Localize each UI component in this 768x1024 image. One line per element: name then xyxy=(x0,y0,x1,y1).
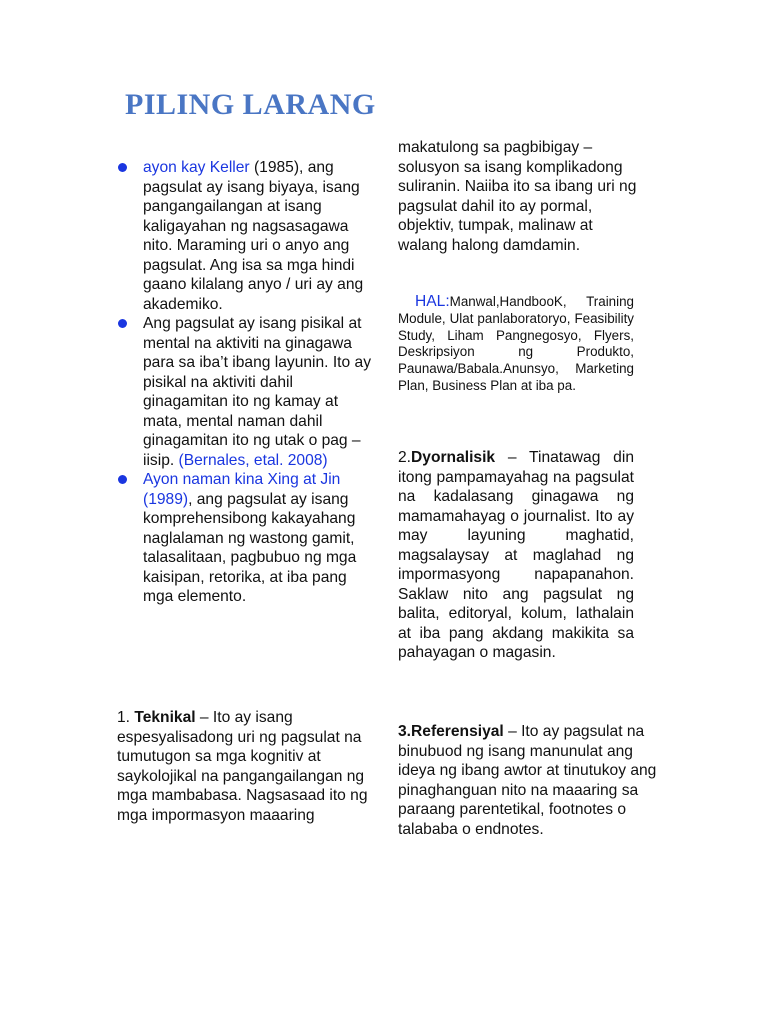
citation-text: (Bernales, etal. 2008) xyxy=(178,451,328,469)
section-text: – Tinatawag din itong pampamayahag na pagsulat na kadalasang ginagawa ng mamamahayag o journalist. Ito ay may layuning maghatid, magsalaysay at maglahad ng impormasyong napapanahon. Saklaw nito ang pagsulat ng balita, editoryal, kolum, lathalain at iba pang akdang makikita sa pahayagan o magasin. xyxy=(398,449,634,661)
section-term: Teknikal xyxy=(134,709,196,726)
section-term: Dyornalisik xyxy=(411,449,496,466)
examples-block xyxy=(398,294,634,395)
bullet-icon xyxy=(118,163,127,172)
bullet-icon xyxy=(118,475,127,484)
list-item xyxy=(118,314,373,470)
page-title: PILING LARANG xyxy=(125,88,376,121)
bullet-icon xyxy=(118,319,127,328)
continued-paragraph: makatulong sa pagbibigay – solusyon sa isang komplikadong suliranin. Naiiba ito sa ibang uri ng pagsulat dahil ito ay pormal, objektiv, tumpak, malinaw at walang halong damdamin. xyxy=(398,139,637,254)
list-item xyxy=(118,158,373,314)
paragraph-text: (1985), ang pagsulat ay isang biyaya, isang pangangailangan at isang kaligayahan ng nagsasagawa nito. Maraming uri o anyo ang pagsulat. Ang isa sa mga hindi gaano kilalang anyo / uri ay ang akademiko. xyxy=(143,159,364,313)
section-referensiyal xyxy=(398,722,658,839)
paragraph-text: , ang pagsulat ay isang komprehensibong kakayahang naglalaman ng wastong gamit, talasalitaan, pagbubuo ng mga kaisipan, retorika, at iba pang mga elemento. xyxy=(143,490,357,605)
bullet-list xyxy=(118,158,373,607)
examples-text: Manwal,HandbooK, Training Module, Ulat panlaboratoryo, Feasibility Study, Liham Pangnegosyo, Flyers, Deskripsiyon ng Produkto, Paunawa/Babala.Anunsyo, Marketing Plan, Business Plan at iba pa. xyxy=(398,294,634,393)
paragraph-text: Ang pagsulat ay isang pisikal at mental na aktiviti na ginagawa para sa iba’t ibang layunin. Ito ay pisikal na aktiviti dahil ginagamitan ito ng kamay at mata, mental naman dahil ginagamitan ito ng utak o pag – iisip. xyxy=(143,315,371,469)
section-text: – Ito ay isang espesyalisadong uri ng pagsulat na tumutugon sa mga kognitiv at saykolojikal na pangangailangan ng mga mambabasa. Nagsasaad ito ng mga impormasyon maaaring xyxy=(117,709,368,824)
section-term: 3.Referensiyal xyxy=(398,723,504,740)
list-item xyxy=(118,470,373,607)
section-text: – Ito ay pagsulat na binubuod ng isang manunulat ang ideya ng ibang awtor at tinutukoy ang pinaghanguan nito na maaaring sa paraang parentetikal, footnotes o talababa o endnotes. xyxy=(398,723,657,838)
section-teknikal xyxy=(117,708,373,825)
examples-label: HAL: xyxy=(415,293,450,310)
section-number: 2. xyxy=(398,449,412,466)
section-dyornalisik xyxy=(398,448,634,663)
section-number: 1. xyxy=(117,709,135,726)
citation-text: ayon kay Keller xyxy=(143,159,250,176)
citation-text: Ayon naman kina Xing at Jin (1989) xyxy=(143,471,341,508)
